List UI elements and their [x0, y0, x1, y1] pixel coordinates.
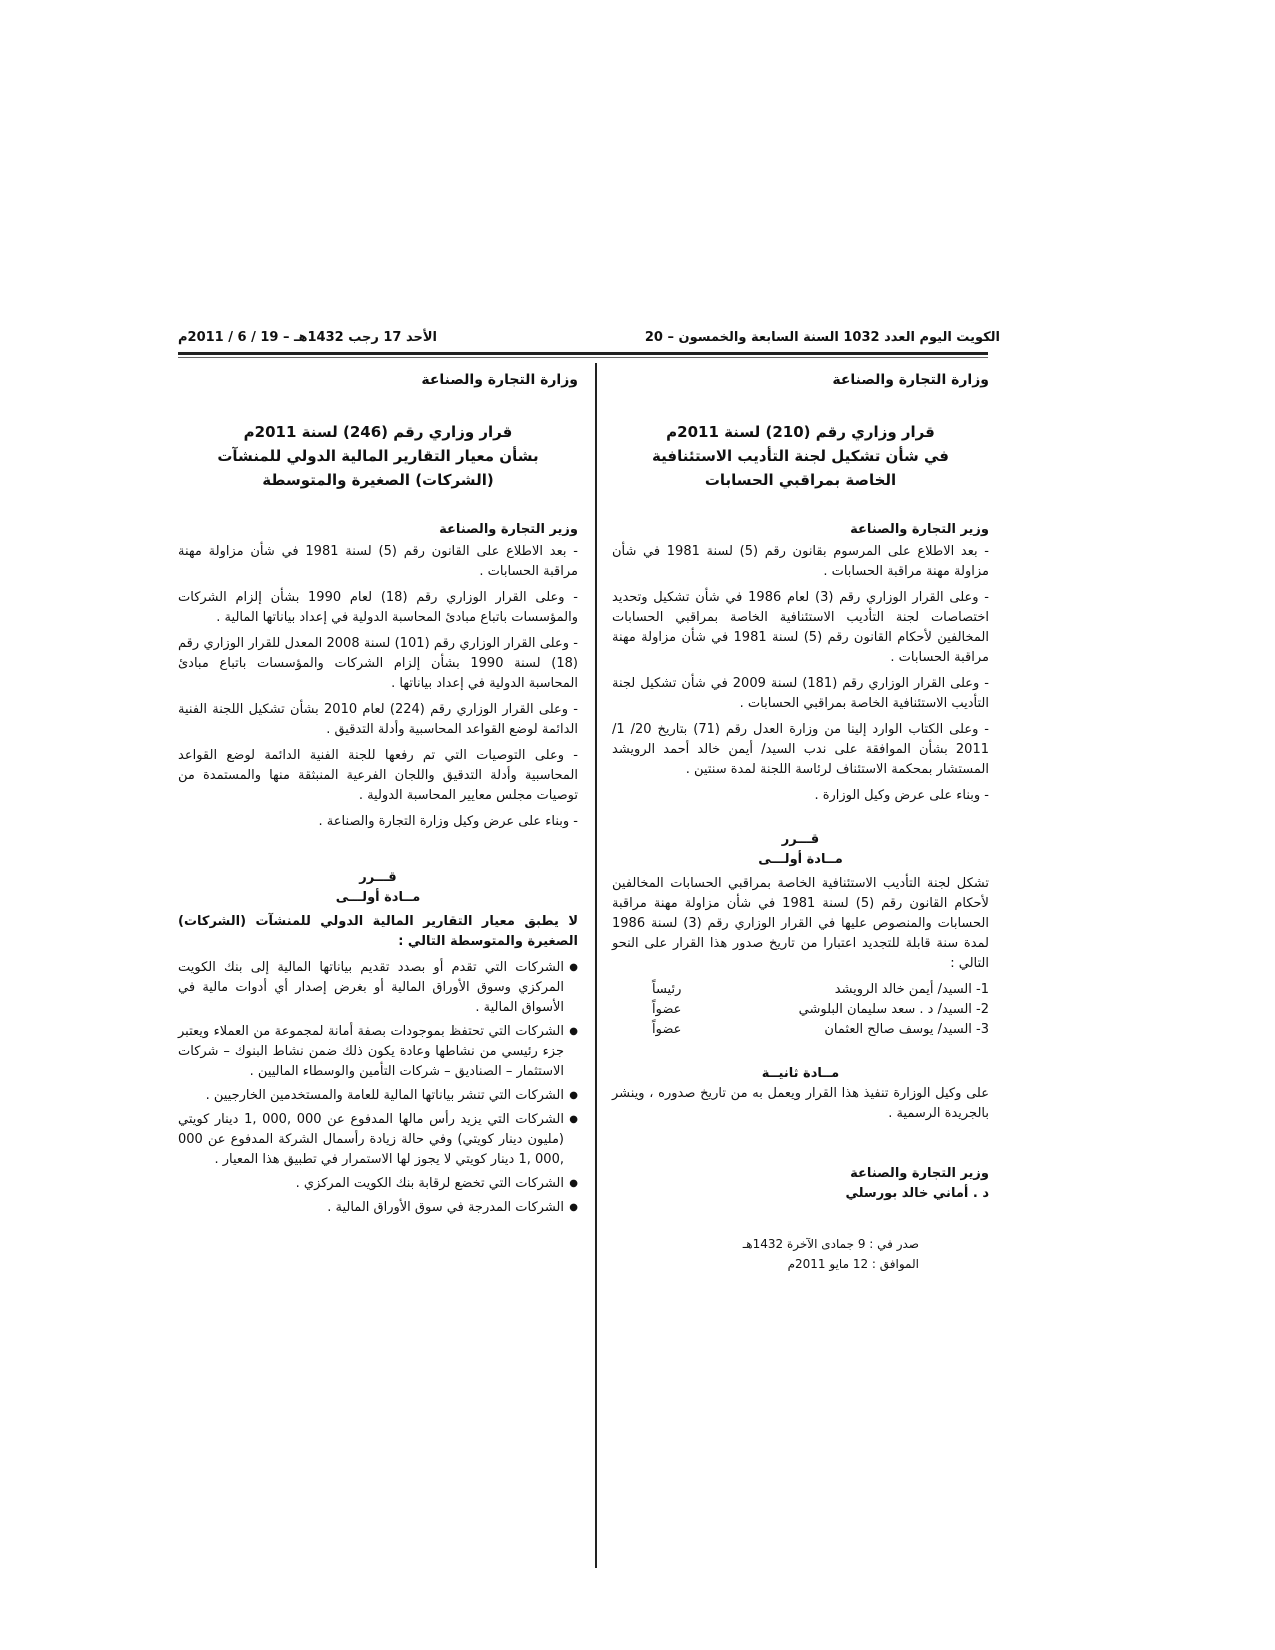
preamble-item: - وعلى القرار الوزاري رقم (18) لعام 1990 بشأن إلزام الشركات والمؤسسات باتباع مبادئ المحاسبة الدولية في إعداد بياناتها المالية . — [178, 590, 578, 625]
member-name: 3- السيد/ يوسف صالح العثمان — [824, 1022, 989, 1037]
preamble-item: - وعلى التوصيات التي تم رفعها للجنة الفنية الدائمة لوضع القواعد المحاسبية وأدلة التدقيق واللجان الفرعية المنبثقة منها والمستمدة من توصيات مجلس معايير المحاسبة الدولية . — [178, 748, 578, 803]
member-name: 1- السيد/ أيمن خالد الرويشد — [834, 982, 989, 997]
member-row — [612, 980, 989, 1000]
preamble-item: - بعد الاطلاع على القانون رقم (5) لسنة 1981 في شأن مزاولة مهنة مراقبة الحسابات . — [178, 544, 578, 579]
header-rule-thin — [178, 357, 988, 358]
preamble-item: - وعلى القرار الوزاري رقم (101) لسنة 2008 المعدل للقرار الوزاري رقم (18) لسنة 1990 بشأن إلزام الشركات والمؤسسات باتباع مبادئ المحاسبة الدولية في إعداد بياناتها . — [178, 636, 578, 691]
article-2-text: على وكيل الوزارة تنفيذ هذا القرار ويعمل به من تاريخ صدوره ، وينشر بالجريدة الرسمية . — [612, 1086, 989, 1121]
list-item: ● الشركات التي تخضع لرقابة بنك الكويت المركزي . — [178, 1174, 578, 1194]
right-column — [612, 370, 989, 1274]
preamble-item: - وبناء على عرض وكيل الوزارة . — [814, 788, 989, 803]
minister-heading: وزير التجارة والصناعة — [439, 522, 578, 537]
signature-title: وزير التجارة والصناعة — [850, 1166, 989, 1181]
article-1-text: تشكل لجنة التأديب الاستئنافية الخاصة بمراقبي الحسابات المخالفين لأحكام القانون رقم (5) لسنة 1981 في شأن مزاولة مهنة مراقبة الحسابات والمنصوص عليها في القرار الوزاري رقم (3) لسنة 1986 لمدة سنة قابلة للتجديد اعتبارا من تاريخ صدور هذا القرار على النحو التالي : — [612, 876, 989, 971]
title-line: الخاصة بمراقبي الحسابات — [704, 471, 897, 489]
column-divider — [595, 363, 597, 1568]
ministry-heading: وزارة التجارة والصناعة — [832, 372, 989, 388]
list-item: ● الشركات المدرجة في سوق الأوراق المالية . — [178, 1198, 578, 1218]
list-item: ● الشركات التي تقدم أو بصدد تقديم بياناتها المالية إلى بنك الكويت المركزي وسوق الأوراق المالية أو بغرض إصدار أي أدوات مالية في الأسواق المالية . — [178, 958, 578, 1018]
committee-members — [612, 980, 989, 1040]
minister-heading: وزير التجارة والصناعة — [850, 522, 989, 537]
member-row — [612, 1020, 989, 1040]
list-item: ● الشركات التي تحتفظ بموجودات بصفة أمانة لمجموعة من العملاء ويعتبر جزء رئيسي من نشاطها وعادة يكون ذلك ضمن نشاط البنوك – شركات الاستثمار – الصناديق – شركات التأمين والوسطاء الماليين . — [178, 1022, 578, 1082]
member-role: عضواً — [652, 1002, 682, 1017]
page-header-right: الكويت اليوم العدد 1032 السنة السابعة والخمسون – 20 — [644, 330, 1000, 345]
ministry-heading: وزارة التجارة والصناعة — [421, 372, 578, 388]
decision-heading: قـــرر — [781, 832, 820, 847]
member-role: عضواً — [652, 1022, 682, 1037]
decision-title — [612, 420, 989, 492]
title-line: (الشركات) الصغيرة والمتوسطة — [262, 471, 494, 489]
article-1-heading: مــادة أولـــى — [758, 852, 843, 867]
preamble-item: - وبناء على عرض وكيل وزارة التجارة والصناعة . — [318, 814, 578, 829]
member-role: رئيساً — [652, 982, 682, 997]
exclusion-list — [178, 958, 578, 1218]
left-column — [178, 370, 578, 1222]
title-line: بشأن معيار التقارير المالية الدولي للمنشآت — [217, 447, 539, 465]
preamble-item: - وعلى القرار الوزاري رقم (3) لعام 1986 في شأن تشكيل وتحديد اختصاصات لجنة التأديب الاستئنافية الخاصة بمراقبي الحسابات المخالفين لأحكام القانون رقم (5) لسنة 1981 في شأن مزاولة مهنة مراقبة الحسابات . — [612, 590, 989, 665]
decision-title — [178, 420, 578, 492]
issue-date-hijri: صدر في : 9 جمادى الآخرة 1432هـ — [742, 1237, 919, 1251]
title-line: في شأن تشكيل لجنة التأديب الاستئنافية — [652, 447, 949, 465]
list-item: ● الشركات التي يزيد رأس مالها المدفوع عن 000 ,000 ,1 دينار كويتي (مليون دينار كويتي) وفي حالة زيادة رأسمال الشركة المدفوع عن 000 ,000 ,1 دينار كويتي لا يجوز لها الاستمرار في تطبيق هذا المعيار . — [178, 1110, 578, 1170]
signature-name: د . أماني خالد بورسلي — [845, 1186, 989, 1201]
preamble-item: - وعلى القرار الوزاري رقم (224) لعام 2010 بشأن تشكيل اللجنة الفنية الدائمة لوضع القواعد المحاسبية وأدلة التدقيق . — [178, 702, 578, 737]
preamble-item: - وعلى القرار الوزاري رقم (181) لسنة 2009 في شأن تشكيل لجنة التأديب الاستئنافية الخاصة بمراقبي الحسابات . — [612, 676, 989, 711]
title-line: قرار وزاري رقم (210) لسنة 2011م — [666, 423, 935, 441]
article-1-heading: مــادة أولـــى — [335, 890, 421, 905]
preamble-item: - بعد الاطلاع على المرسوم بقانون رقم (5) لسنة 1981 في شأن مزاولة مهنة مراقبة الحسابات . — [612, 544, 989, 579]
title-line: قرار وزاري رقم (246) لسنة 2011م — [243, 423, 513, 441]
issue-date-gregorian: الموافق : 12 مايو 2011م — [787, 1257, 919, 1271]
member-name: 2- السيد/ د . سعد سليمان البلوشي — [798, 1002, 989, 1017]
page-header-left: الأحد 17 رجب 1432هـ – 19 / 6 / 2011م — [178, 330, 437, 345]
decision-heading: قـــرر — [359, 870, 397, 885]
list-item: ● الشركات التي تنشر بياناتها المالية للعامة والمستخدمين الخارجيين . — [178, 1086, 578, 1106]
issue-date-block — [612, 1234, 989, 1274]
article-2-heading: مــادة ثانيــة — [761, 1066, 840, 1081]
signature-block — [612, 1164, 989, 1204]
preamble-item: - وعلى الكتاب الوارد إلينا من وزارة العدل رقم (71) بتاريخ 20/ 1/ 2011 بشأن الموافقة على ندب السيد/ أيمن خالد أحمد الرويشد المستشار بمحكمة الاستئناف لرئاسة اللجنة لمدة سنتين . — [612, 722, 989, 777]
header-rule — [178, 352, 988, 355]
member-row — [612, 1000, 989, 1020]
article-1-lead: لا يطبق معيار التقارير المالية الدولي للمنشآت (الشركات) الصغيرة والمتوسطة التالي : — [178, 914, 578, 949]
